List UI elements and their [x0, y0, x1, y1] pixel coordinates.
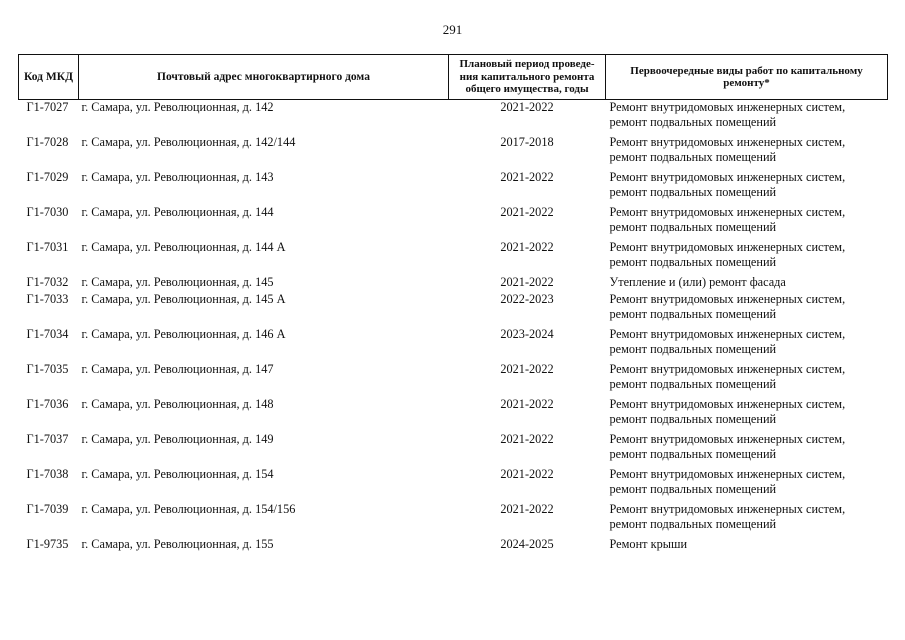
row-works — [606, 240, 888, 275]
table-row — [19, 240, 888, 275]
row-works-line: Ремонт крыши — [609, 536, 688, 551]
table-row — [19, 397, 888, 432]
row-address: г. Самара, ул. Революционная, д. 143 — [81, 169, 274, 184]
table-row — [19, 292, 888, 327]
row-code: Г1-7032 — [26, 274, 69, 289]
row-period: 2021-2022 — [500, 274, 554, 289]
row-code: Г1-7027 — [26, 100, 69, 114]
table-row — [19, 275, 888, 292]
row-period: 2023-2024 — [500, 326, 554, 341]
table-row — [19, 467, 888, 502]
row-works-line: Ремонт внутридомовых инженерных систем, — [609, 239, 846, 254]
row-works — [606, 397, 888, 432]
row-works-line: Ремонт внутридомовых инженерных систем, — [609, 100, 846, 114]
row-works-line: Ремонт внутридомовых инженерных систем, — [609, 204, 846, 219]
row-works — [606, 100, 888, 135]
row-period: 2021-2022 — [500, 204, 554, 219]
row-code: Г1-9735 — [26, 536, 69, 551]
row-code: Г1-7031 — [26, 239, 69, 254]
row-works-line: Ремонт внутридомовых инженерных систем, — [609, 466, 846, 481]
row-works — [606, 135, 888, 170]
page-number: 291 — [442, 22, 463, 37]
row-address: г. Самара, ул. Революционная, д. 148 — [81, 396, 274, 411]
row-works-line: ремонт подвальных помещений — [609, 516, 777, 531]
row-address: г. Самара, ул. Революционная, д. 142 — [81, 100, 274, 114]
row-works-line: ремонт подвальных помещений — [609, 254, 777, 269]
header-period-line: Плановый период проведе- — [459, 58, 595, 71]
row-works-line: Ремонт внутридомовых инженерных систем, — [609, 134, 846, 149]
row-works-line: Ремонт внутридомовых инженерных систем, — [609, 326, 846, 341]
row-works-line: ремонт подвальных помещений — [609, 219, 777, 234]
row-address: г. Самара, ул. Революционная, д. 142/144 — [81, 134, 296, 149]
row-works-line: Ремонт внутридомовых инженерных систем, — [609, 431, 846, 446]
row-period: 2021-2022 — [500, 169, 554, 184]
table-row — [19, 432, 888, 467]
table-row — [19, 205, 888, 240]
row-works — [606, 362, 888, 397]
row-works — [606, 292, 888, 327]
row-works-line: ремонт подвальных помещений — [609, 149, 777, 164]
row-period: 2021-2022 — [500, 501, 554, 516]
table-body — [19, 100, 888, 554]
row-code: Г1-7033 — [26, 291, 69, 306]
row-period: 2021-2022 — [500, 431, 554, 446]
table-row — [19, 170, 888, 205]
row-works-line: Ремонт внутридомовых инженерных систем, — [609, 169, 846, 184]
header-works-line: ремонту* — [723, 77, 770, 89]
row-address: г. Самара, ул. Революционная, д. 147 — [81, 361, 274, 376]
row-works — [606, 467, 888, 502]
table-row — [19, 100, 888, 135]
row-works-line: Ремонт внутридомовых инженерных систем, — [609, 361, 846, 376]
row-period: 2021-2022 — [500, 361, 554, 376]
row-address: г. Самара, ул. Революционная, д. 144 А — [81, 239, 286, 254]
row-works-line: ремонт подвальных помещений — [609, 341, 777, 356]
row-code: Г1-7035 — [26, 361, 69, 376]
row-code: Г1-7039 — [26, 501, 69, 516]
row-code: Г1-7037 — [26, 431, 69, 446]
row-works — [606, 170, 888, 205]
row-address: г. Самара, ул. Революционная, д. 154/156 — [81, 501, 296, 516]
header-works-line: Первоочередные виды работ по капитальному — [630, 64, 863, 77]
row-works-line: Ремонт внутридомовых инженерных систем, — [609, 396, 846, 411]
row-works — [606, 537, 888, 554]
row-works — [606, 205, 888, 240]
row-works-line: ремонт подвальных помещений — [609, 306, 777, 321]
row-works-line: Ремонт внутридомовых инженерных систем, — [609, 501, 846, 516]
row-works-line: ремонт подвальных помещений — [609, 411, 777, 426]
row-code: Г1-7030 — [26, 204, 69, 219]
table-row — [19, 135, 888, 170]
table-row — [19, 537, 888, 554]
row-works — [606, 275, 888, 292]
row-address: г. Самара, ул. Революционная, д. 146 А — [81, 326, 286, 341]
row-period: 2024-2025 — [500, 536, 554, 551]
row-code: Г1-7029 — [26, 169, 69, 184]
row-address: г. Самара, ул. Революционная, д. 144 — [81, 204, 274, 219]
row-works-line: Утепление и (или) ремонт фасада — [609, 274, 786, 289]
row-works — [606, 327, 888, 362]
row-code: Г1-7036 — [26, 396, 69, 411]
row-period: 2021-2022 — [500, 100, 554, 114]
row-works-line: ремонт подвальных помещений — [609, 446, 777, 461]
row-address: г. Самара, ул. Революционная, д. 145 А — [81, 291, 286, 306]
row-code: Г1-7028 — [26, 134, 69, 149]
row-period: 2021-2022 — [500, 466, 554, 481]
row-address: г. Самара, ул. Революционная, д. 155 — [81, 536, 274, 551]
capital-repair-table — [18, 54, 888, 554]
row-address: г. Самара, ул. Революционная, д. 145 — [81, 274, 274, 289]
table-header — [19, 55, 888, 100]
row-code: Г1-7034 — [26, 326, 69, 341]
table-row — [19, 362, 888, 397]
header-works — [606, 55, 888, 100]
header-period-line: ния капитального ремонта — [459, 70, 595, 83]
row-works — [606, 432, 888, 467]
row-address: г. Самара, ул. Революционная, д. 149 — [81, 431, 274, 446]
row-works-line: ремонт подвальных помещений — [609, 184, 777, 199]
row-works-line: Ремонт внутридомовых инженерных систем, — [609, 291, 846, 306]
row-works-line: ремонт подвальных помещений — [609, 376, 777, 391]
row-period: 2017-2018 — [500, 134, 554, 149]
row-period: 2021-2022 — [500, 396, 554, 411]
row-address: г. Самара, ул. Революционная, д. 154 — [81, 466, 274, 481]
row-works — [606, 502, 888, 537]
row-period: 2021-2022 — [500, 239, 554, 254]
row-code: Г1-7038 — [26, 466, 69, 481]
row-works-line: ремонт подвальных помещений — [609, 481, 777, 496]
header-period-line: общего имущества, годы — [465, 83, 589, 96]
row-works-line: ремонт подвальных помещений — [609, 115, 777, 129]
table-row — [19, 502, 888, 537]
header-period — [449, 55, 606, 100]
header-code: Код МКД — [19, 55, 79, 100]
header-address: Почтовый адрес многоквартирного дома — [79, 55, 449, 100]
row-period: 2022-2023 — [500, 291, 554, 306]
table-row — [19, 327, 888, 362]
